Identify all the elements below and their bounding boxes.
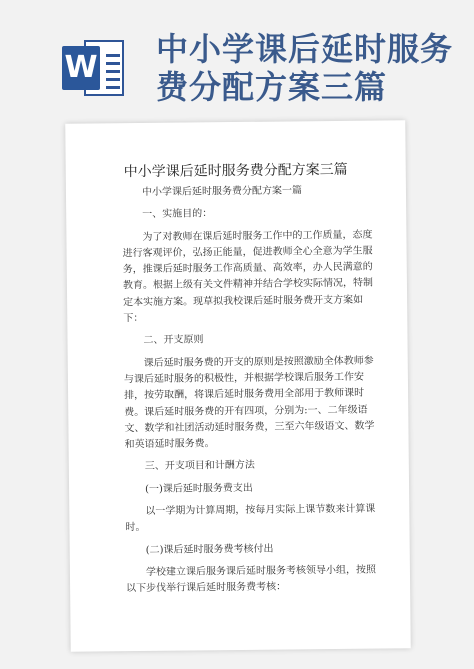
paragraph-heading: 二、开支原则 [143, 334, 204, 347]
paragraph: 为了对教师在课后延时服务工作中的工作质量，态度进行客观评价，弘扬正能量，促进教师全心全意为学生服务，推课后延时服务工作高质量、高效率，办人民满意的教育。根据上级有关文件精神并结合学校实际情况，特制定本实施方案。现草拟我校课后延时服务费开支方案如下： [122, 229, 373, 325]
paragraph-heading: 三、开支项目和计酬方法 [144, 460, 255, 473]
document-title: 中小学课后延时服务费分配方案三篇 [123, 161, 348, 181]
paragraph-heading: (二)课后延时服务费考核付出 [145, 543, 274, 556]
paragraph: 以一学期为计算周期，按每月实际上课节数来计算课时。 [125, 503, 376, 534]
paragraph-heading: (一)课后延时服务费支出 [145, 482, 253, 495]
paragraph: 课后延时服务费的开支的原则是按照激励全体教师参与课后延时服务的积极性，并根据学校课后服务工作安排，按劳取酬，将课后延时服务费用全部用于教师课时费。课后延时服务费的开有四项，分别为:一、二年级语文、数学和社团活动延时服务费，三至六年级语文、数学和英语延时服务费。 [123, 355, 375, 451]
document-body [122, 183, 382, 598]
paragraph-subtitle: 中小学课后延时服务费分配方案一篇 [141, 185, 303, 198]
banner [0, 0, 474, 120]
paragraph: 学校建立课后服务课后延时服务考核领导小组，按照以下步伐举行课后延时服务费考核： [126, 564, 376, 595]
document-page [65, 120, 411, 652]
word-letter-icon: W [62, 46, 100, 90]
paragraph-heading: 一、实施目的： [142, 208, 213, 221]
word-document-icon [62, 36, 128, 100]
banner-title: 中小学课后延时服务费分配方案三篇 [156, 30, 454, 106]
